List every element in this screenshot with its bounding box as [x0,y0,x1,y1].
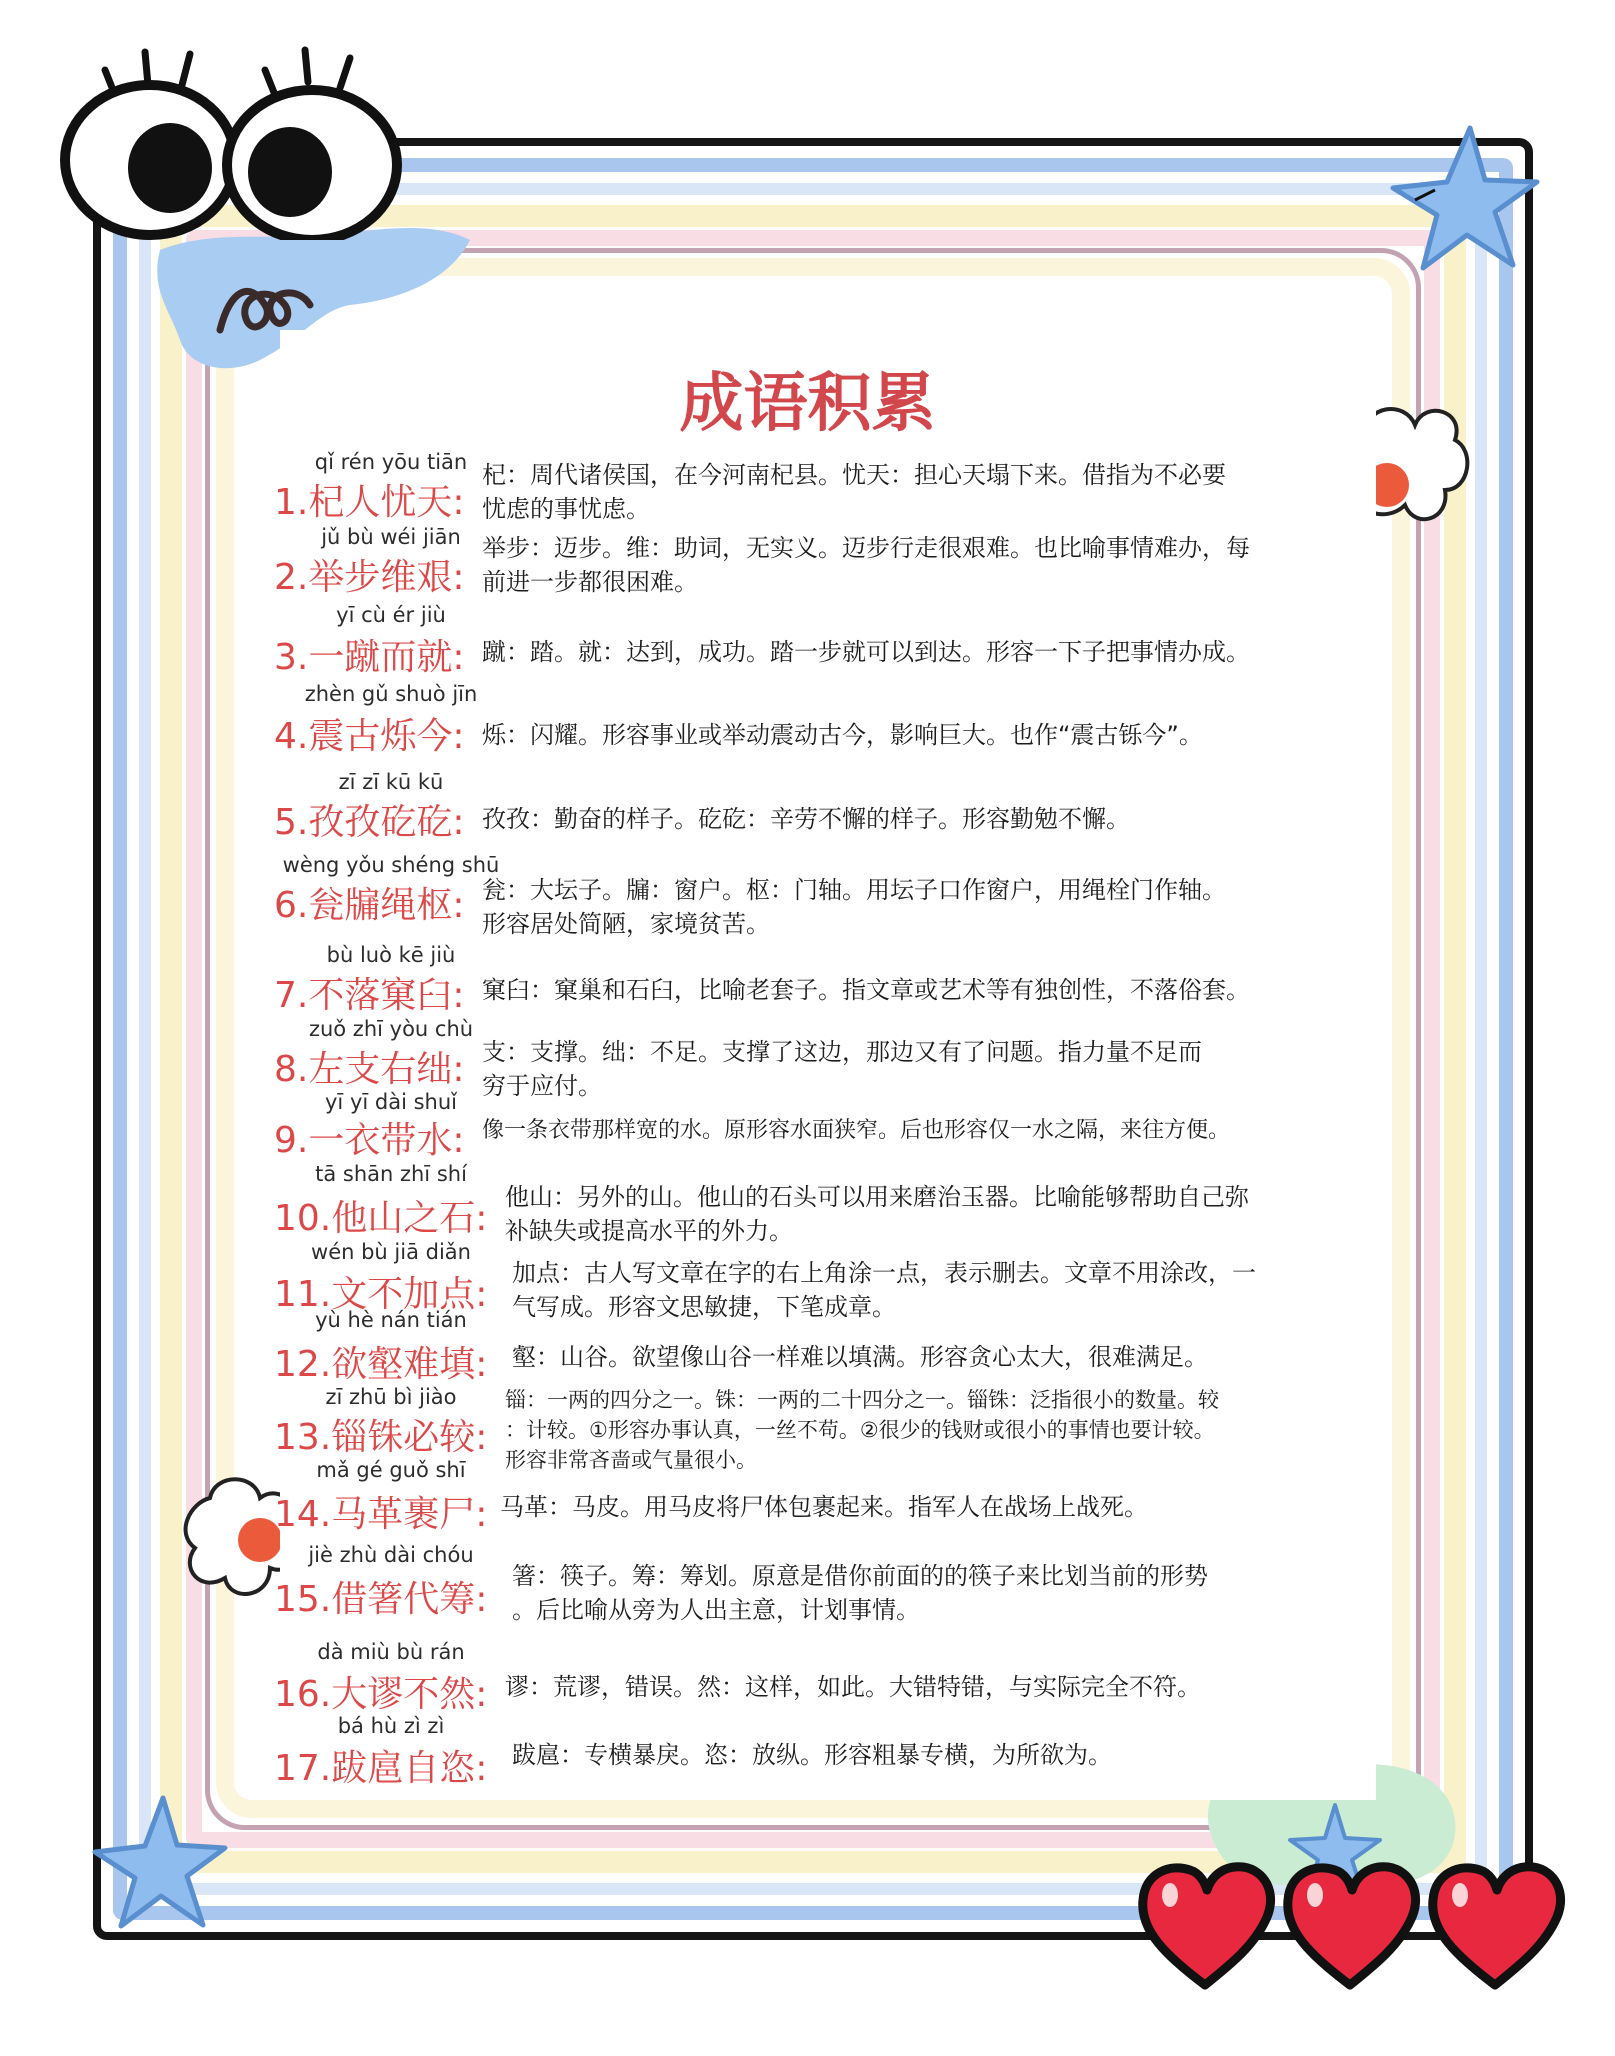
idiom-name: 2.举步维艰: [274,557,465,598]
idiom-definition: 马革：马皮。用马皮将尸体包裹起来。指军人在战场上战死。 [500,1493,1148,1521]
idiom-pinyin: wèng yǒu shéng shū [282,853,500,877]
idiom-pinyin: bù luò kē jiù [326,943,456,967]
idiom-definition: 窠臼：窠巢和石臼，比喻老套子。指文章或艺术等有独创性，不落俗套。 [482,976,1250,1004]
idiom-definition: 箸：筷子。筹：筹划。原意是借你前面的的筷子来比划当前的形势 。后比喻从旁为人出主意，计划事情。 [512,1562,1208,1624]
idiom-name: 10.他山之石: [274,1198,488,1239]
idiom-definition: 烁：闪耀。形容事业或举动震动古今，影响巨大。也作“震古铄今”。 [482,721,1203,749]
idiom-pinyin: tā shān zhī shí [315,1162,467,1186]
idiom-pinyin: jǔ bù wéi jiān [321,525,461,549]
star-icon [1375,120,1545,290]
idiom-definition: 杞：周代诸侯国，在今河南杞县。忧天：担心天塌下来。借指为不必要 忧虑的事忧虑。 [482,461,1226,523]
cartoon-eyes-decoration [50,40,410,240]
hearts-decoration [1135,1855,1575,1995]
idiom-name: 13.锱铢必较: [274,1417,488,1458]
idiom-definition: 跋扈：专横暴戾。恣：放纵。形容粗暴专横，为所欲为。 [512,1741,1112,1769]
idiom-name: 7.不落窠臼: [274,975,465,1016]
idiom-name: 4.震古烁今: [274,716,465,757]
idiom-pinyin: yù hè nán tián [315,1308,467,1332]
idiom-name: 11.文不加点: [274,1274,488,1315]
idiom-definition: 加点：古人写文章在字的右上角涂一点，表示删去。文章不用涂改，一 气写成。形容文思敏捷，下笔成章。 [512,1259,1256,1321]
idiom-name: 6.瓮牖绳枢: [274,885,465,926]
idiom-name: 12.欲壑难填: [274,1344,488,1385]
idiom-pinyin: yī cù ér jiù [336,603,446,627]
idiom-name: 9.一衣带水: [274,1120,465,1161]
idiom-pinyin: wén bù jiā diǎn [311,1240,471,1264]
idiom-name: 5.孜孜矻矻: [274,802,465,843]
star-bottom-left-icon [85,1790,235,1940]
idiom-definition: 壑：山谷。欲望像山谷一样难以填满。形容贪心太大，很难满足。 [512,1343,1208,1371]
idiom-pinyin: zī zhū bì jiào [325,1385,457,1409]
idiom-definition: 他山：另外的山。他山的石头可以用来磨治玉器。比喻能够帮助自己弥 补缺失或提高水平的外力。 [505,1183,1249,1245]
idiom-definition: 像一条衣带那样宽的水。原形容水面狭窄。后也形容仅一水之隔，来往方便。 [482,1118,1231,1143]
idiom-entry [274,450,1390,530]
idiom-pinyin: jiè zhù dài chóu [308,1543,474,1567]
idiom-pinyin: qǐ rén yōu tiān [314,450,468,474]
idiom-definition: 瓮：大坛子。牖：窗户。枢：门轴。用坛子口作窗户，用绳栓门作轴。 形容居处简陋，家境贫苦。 [482,876,1226,938]
idiom-pinyin: bá hù zì zì [337,1714,445,1738]
idiom-pinyin: zī zī kū kū [338,770,444,794]
idiom-name: 17.跋扈自恣: [274,1748,488,1789]
idiom-name: 8.左支右绌: [274,1049,465,1090]
idiom-name: 16.大谬不然: [274,1674,488,1715]
idiom-pinyin: dà miù bù rán [317,1640,465,1664]
idiom-pinyin: yī yī dài shuǐ [325,1090,457,1114]
idiom-pinyin: zhèn gǔ shuò jīn [304,682,478,706]
idiom-definition: 蹴：踏。就：达到，成功。踏一步就可以到达。形容一下子把事情办成。 [482,638,1250,666]
page-title: 成语积累 [679,367,936,441]
idiom-definition: 锱：一两的四分之一。铢：一两的二十四分之一。锱铢：泛指很小的数量。较 ：计较。①形容办事认真，一丝不苟。②很少的钱财或很小的事情也要计较。 形容非常吝啬或气量很小。 [505,1388,1219,1472]
idiom-definition: 谬：荒谬，错误。然：这样，如此。大错特错，与实际完全不符。 [505,1673,1201,1701]
idiom-name: 1.杞人忧天: [274,482,465,523]
idiom-name: 3.一蹴而就: [274,637,465,678]
idiom-name: 14.马革裹尸: [274,1494,488,1535]
idiom-pinyin: mǎ gé guǒ shī [316,1458,466,1482]
idiom-definition: 孜孜：勤奋的样子。矻矻：辛劳不懈的样子。形容勤勉不懈。 [482,805,1130,833]
idiom-definition: 支：支撑。绌：不足。支撑了这边，那边又有了问题。指力量不足而 穷于应付。 [482,1038,1202,1100]
idiom-name: 15.借箸代筹: [274,1579,488,1620]
idiom-pinyin: zuǒ zhī yòu chù [308,1017,474,1041]
idiom-definition: 举步：迈步。维：助词，无实义。迈步行走很艰难。也比喻事情难办，每 前进一步都很困难。 [482,534,1250,596]
